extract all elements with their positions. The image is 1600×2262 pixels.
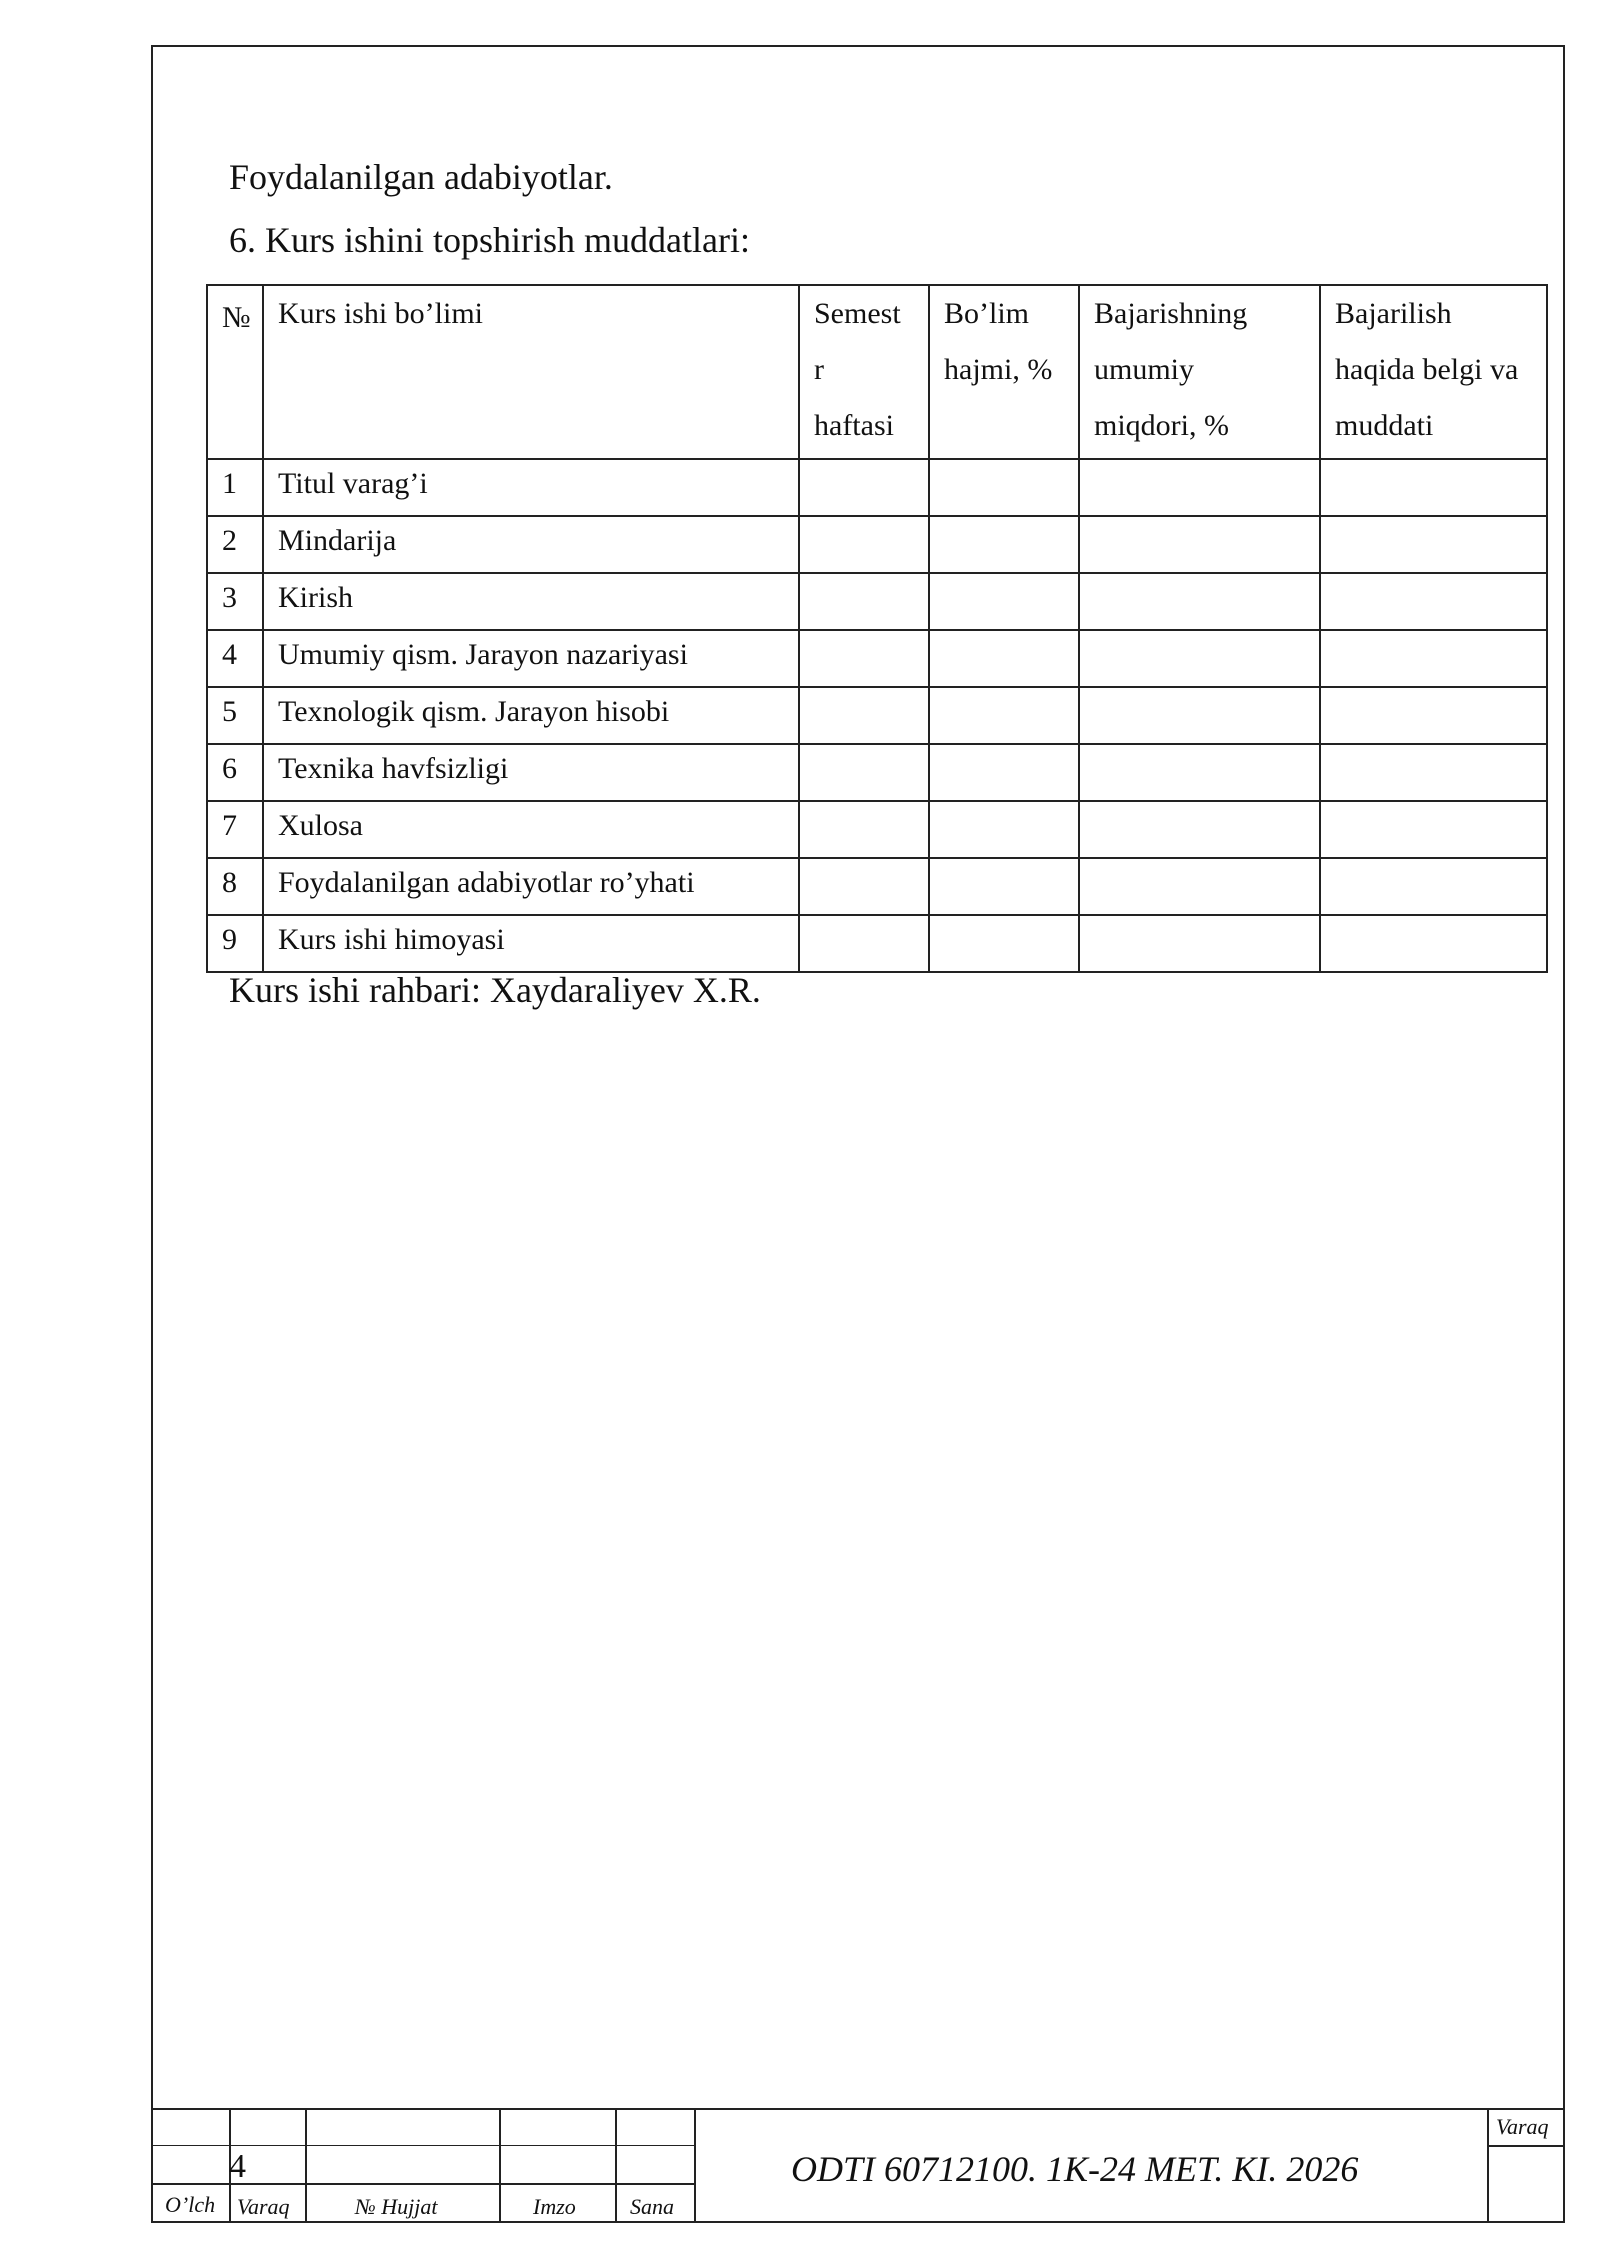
row-mark-cell[interactable] [1320, 516, 1547, 573]
title-block-col-line [694, 2108, 696, 2223]
row-volume-cell[interactable] [929, 573, 1079, 630]
col-date-label: Sana [630, 2194, 674, 2219]
sheet-label: Varaq [1496, 2114, 1549, 2139]
table-row [207, 858, 1547, 915]
row-volume-cell[interactable] [929, 516, 1079, 573]
row-total-cell[interactable] [1079, 801, 1320, 858]
row-total-cell[interactable] [1079, 915, 1320, 972]
header-section: Kurs ishi bo’limi [263, 285, 799, 459]
title-block-col-line [1487, 2108, 1489, 2223]
row-volume-cell[interactable] [929, 687, 1079, 744]
row-section: Texnologik qism. Jarayon hisobi [263, 687, 799, 744]
row-section: Kirish [263, 573, 799, 630]
row-number: 7 [207, 801, 263, 858]
supervisor-line: Kurs ishi rahbari: Xaydaraliyev X.R. [229, 970, 761, 1010]
document-code: ODTI 60712100. 1K-24 MET. KI. 2026 [791, 2149, 1359, 2189]
row-section: Titul varag’i [263, 459, 799, 516]
col-sheet-label: Varaq [237, 2194, 290, 2219]
row-section: Mindarija [263, 516, 799, 573]
row-week-cell[interactable] [799, 744, 929, 801]
row-week-cell[interactable] [799, 459, 929, 516]
deadlines-heading: 6. Kurs ishini topshirish muddatlari: [229, 220, 750, 260]
title-block-sheet-line [1487, 2145, 1565, 2147]
row-volume-cell[interactable] [929, 630, 1079, 687]
row-section: Foydalanilgan adabiyotlar ro’yhati [263, 858, 799, 915]
table-row [207, 801, 1547, 858]
row-volume-cell[interactable] [929, 915, 1079, 972]
row-mark-cell[interactable] [1320, 744, 1547, 801]
table-row [207, 915, 1547, 972]
row-number: 3 [207, 573, 263, 630]
row-number: 6 [207, 744, 263, 801]
col-sign-label: Imzo [533, 2194, 576, 2219]
row-total-cell[interactable] [1079, 630, 1320, 687]
row-number: 2 [207, 516, 263, 573]
row-number: 4 [207, 630, 263, 687]
row-week-cell[interactable] [799, 573, 929, 630]
row-mark-cell[interactable] [1320, 630, 1547, 687]
literature-heading: Foydalanilgan adabiyotlar. [229, 157, 613, 197]
row-total-cell[interactable] [1079, 858, 1320, 915]
deadlines-table [206, 284, 1548, 973]
row-total-cell[interactable] [1079, 573, 1320, 630]
table-row [207, 459, 1547, 516]
row-week-cell[interactable] [799, 801, 929, 858]
row-section: Xulosa [263, 801, 799, 858]
header-number: № [207, 285, 263, 459]
header-semester-week: Semest r haftasi [799, 285, 929, 459]
row-number: 1 [207, 459, 263, 516]
row-volume-cell[interactable] [929, 744, 1079, 801]
title-block-col-line [499, 2108, 501, 2223]
row-total-cell[interactable] [1079, 516, 1320, 573]
header-completion-mark: Bajarilish haqida belgi va muddati [1320, 285, 1547, 459]
title-block-col-line [305, 2108, 307, 2223]
title-block [151, 2108, 1565, 2223]
row-section: Umumiy qism. Jarayon nazariyasi [263, 630, 799, 687]
table-row [207, 687, 1547, 744]
row-mark-cell[interactable] [1320, 858, 1547, 915]
table-header-row [207, 285, 1547, 459]
col-change-label: O’lch [165, 2192, 216, 2217]
table-row [207, 573, 1547, 630]
header-total-progress: Bajarishning umumiy miqdori, % [1079, 285, 1320, 459]
row-mark-cell[interactable] [1320, 687, 1547, 744]
row-total-cell[interactable] [1079, 687, 1320, 744]
row-total-cell[interactable] [1079, 744, 1320, 801]
row-week-cell[interactable] [799, 858, 929, 915]
row-mark-cell[interactable] [1320, 573, 1547, 630]
header-section-volume: Bo’lim hajmi, % [929, 285, 1079, 459]
row-mark-cell[interactable] [1320, 915, 1547, 972]
row-total-cell[interactable] [1079, 459, 1320, 516]
table-row [207, 744, 1547, 801]
row-volume-cell[interactable] [929, 459, 1079, 516]
row-mark-cell[interactable] [1320, 801, 1547, 858]
row-section: Texnika havfsizligi [263, 744, 799, 801]
page-number: 4 [229, 2148, 246, 2185]
row-number: 9 [207, 915, 263, 972]
title-block-row-line [151, 2145, 695, 2146]
row-section: Kurs ishi himoyasi [263, 915, 799, 972]
row-number: 8 [207, 858, 263, 915]
table-row [207, 630, 1547, 687]
row-volume-cell[interactable] [929, 801, 1079, 858]
col-doc-label: № Hujjat [355, 2194, 438, 2219]
row-volume-cell[interactable] [929, 858, 1079, 915]
title-block-col-line [615, 2108, 617, 2223]
row-week-cell[interactable] [799, 687, 929, 744]
row-week-cell[interactable] [799, 630, 929, 687]
row-week-cell[interactable] [799, 915, 929, 972]
row-week-cell[interactable] [799, 516, 929, 573]
row-number: 5 [207, 687, 263, 744]
table-row [207, 516, 1547, 573]
row-mark-cell[interactable] [1320, 459, 1547, 516]
title-block-top-line [151, 2108, 1565, 2110]
